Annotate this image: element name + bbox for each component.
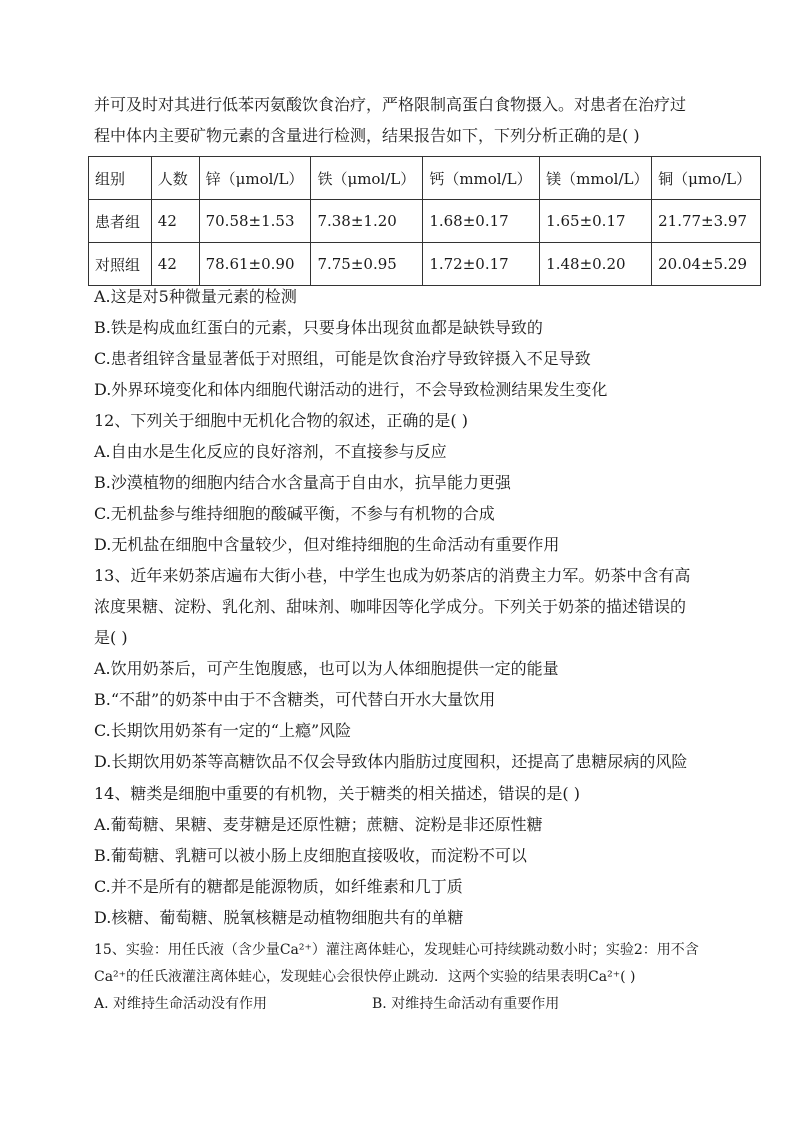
table-cell: 70.58±1.53: [199, 200, 311, 243]
table-header: 组别: [89, 157, 152, 200]
q14-option-d: D.核糖、葡萄糖、脱氧核糖是动植物细胞共有的单糖: [94, 908, 464, 927]
table-cell: 42: [151, 200, 199, 243]
table-cell: 患者组: [89, 200, 152, 243]
table-row: [89, 243, 761, 286]
q13-option-a: A.饮用奶茶后，可产生饱腹感，也可以为人体细胞提供一定的能量: [94, 659, 559, 678]
intro-line-1: 并可及时对其进行低苯丙氨酸饮食治疗，严格限制高蛋白食物摄入。对患者在治疗过: [94, 95, 687, 114]
q15-stem-line-1: 15、实验：用任氏液（含少量Ca²⁺）灌注离体蛙心，发现蛙心可持续跳动数小时；实验2：用不含: [94, 942, 699, 958]
table-header: 镁（mmol/L）: [540, 157, 652, 200]
table-header: 铁（μmol/L）: [311, 157, 423, 200]
q12-option-c: C.无机盐参与维持细胞的酸碱平衡，不参与有机物的合成: [94, 504, 495, 523]
intro-line-2: 程中体内主要矿物元素的含量进行检测，结果报告如下，下列分析正确的是( ): [94, 126, 640, 145]
q12-option-d: D.无机盐在细胞中含量较少，但对维持细胞的生命活动有重要作用: [94, 535, 560, 554]
q13-option-b: B.“不甜”的奶茶中由于不含糖类，可代替白开水大量饮用: [94, 690, 496, 709]
q13-option-c: C.长期饮用奶茶有一定的“上瘾”风险: [94, 721, 352, 740]
q14-option-b: B.葡萄糖、乳糖可以被小肠上皮细胞直接吸收，而淀粉不可以: [94, 846, 527, 865]
q12-stem: 12、下列关于细胞中无机化合物的叙述，正确的是( ): [94, 411, 468, 430]
q14-option-a: A.葡萄糖、果糖、麦芽糖是还原性糖；蔗糖、淀粉是非还原性糖: [94, 815, 543, 834]
table-header: 锌（μmol/L）: [199, 157, 311, 200]
q12-option-b: B.沙漠植物的细胞内结合水含量高于自由水，抗旱能力更强: [94, 473, 511, 492]
mineral-table: [88, 156, 761, 286]
q15-stem-line-2: Ca²⁺的任氏液灌注离体蛙心，发现蛙心会很快停止跳动．这两个实验的结果表明Ca²⁺( ): [94, 969, 636, 985]
table-row: [89, 200, 761, 243]
table-cell: 1.65±0.17: [540, 200, 652, 243]
table-cell: 对照组: [89, 243, 152, 286]
table-header-row: [89, 157, 761, 200]
q13-option-d: D.长期饮用奶茶等高糖饮品不仅会导致体内脂肪过度囤积，还提高了患糖尿病的风险: [94, 752, 688, 771]
table-cell: 7.75±0.95: [311, 243, 423, 286]
q14-stem: 14、糖类是细胞中重要的有机物，关于糖类的相关描述，错误的是( ): [94, 784, 580, 803]
table-cell: 21.77±3.97: [652, 200, 761, 243]
table-header: 铜（μmo/L）: [652, 157, 761, 200]
q13-stem-line-1: 13、近年来奶茶店遍布大街小巷，中学生也成为奶茶店的消费主力军。奶茶中含有高: [94, 566, 691, 585]
q15-option-b: B. 对维持生命活动有重要作用: [372, 996, 560, 1012]
table-cell: 1.48±0.20: [540, 243, 652, 286]
q15-option-a: A. 对维持生命活动没有作用: [94, 996, 268, 1012]
table-cell: 1.72±0.17: [423, 243, 540, 286]
table-cell: 20.04±5.29: [652, 243, 761, 286]
table-header: 钙（mmol/L）: [423, 157, 540, 200]
q11-option-a: A.这是对5种微量元素的检测: [94, 287, 297, 306]
table-header: 人数: [151, 157, 199, 200]
q13-stem-line-3: 是( ): [94, 628, 128, 647]
table-cell: 7.38±1.20: [311, 200, 423, 243]
q11-option-d: D.外界环境变化和体内细胞代谢活动的进行，不会导致检测结果发生变化: [94, 380, 608, 399]
q11-option-b: B.铁是构成血红蛋白的元素，只要身体出现贫血都是缺铁导致的: [94, 318, 543, 337]
q12-option-a: A.自由水是生化反应的良好溶剂，不直接参与反应: [94, 442, 447, 461]
q13-stem-line-2: 浓度果糖、淀粉、乳化剂、甜味剂、咖啡因等化学成分。下列关于奶茶的描述错误的: [94, 597, 687, 616]
table-cell: 1.68±0.17: [423, 200, 540, 243]
q14-option-c: C.并不是所有的糖都是能源物质，如纤维素和几丁质: [94, 877, 463, 896]
q11-option-c: C.患者组锌含量显著低于对照组，可能是饮食治疗导致锌摄入不足导致: [94, 349, 591, 368]
table-cell: 78.61±0.90: [199, 243, 311, 286]
table-cell: 42: [151, 243, 199, 286]
